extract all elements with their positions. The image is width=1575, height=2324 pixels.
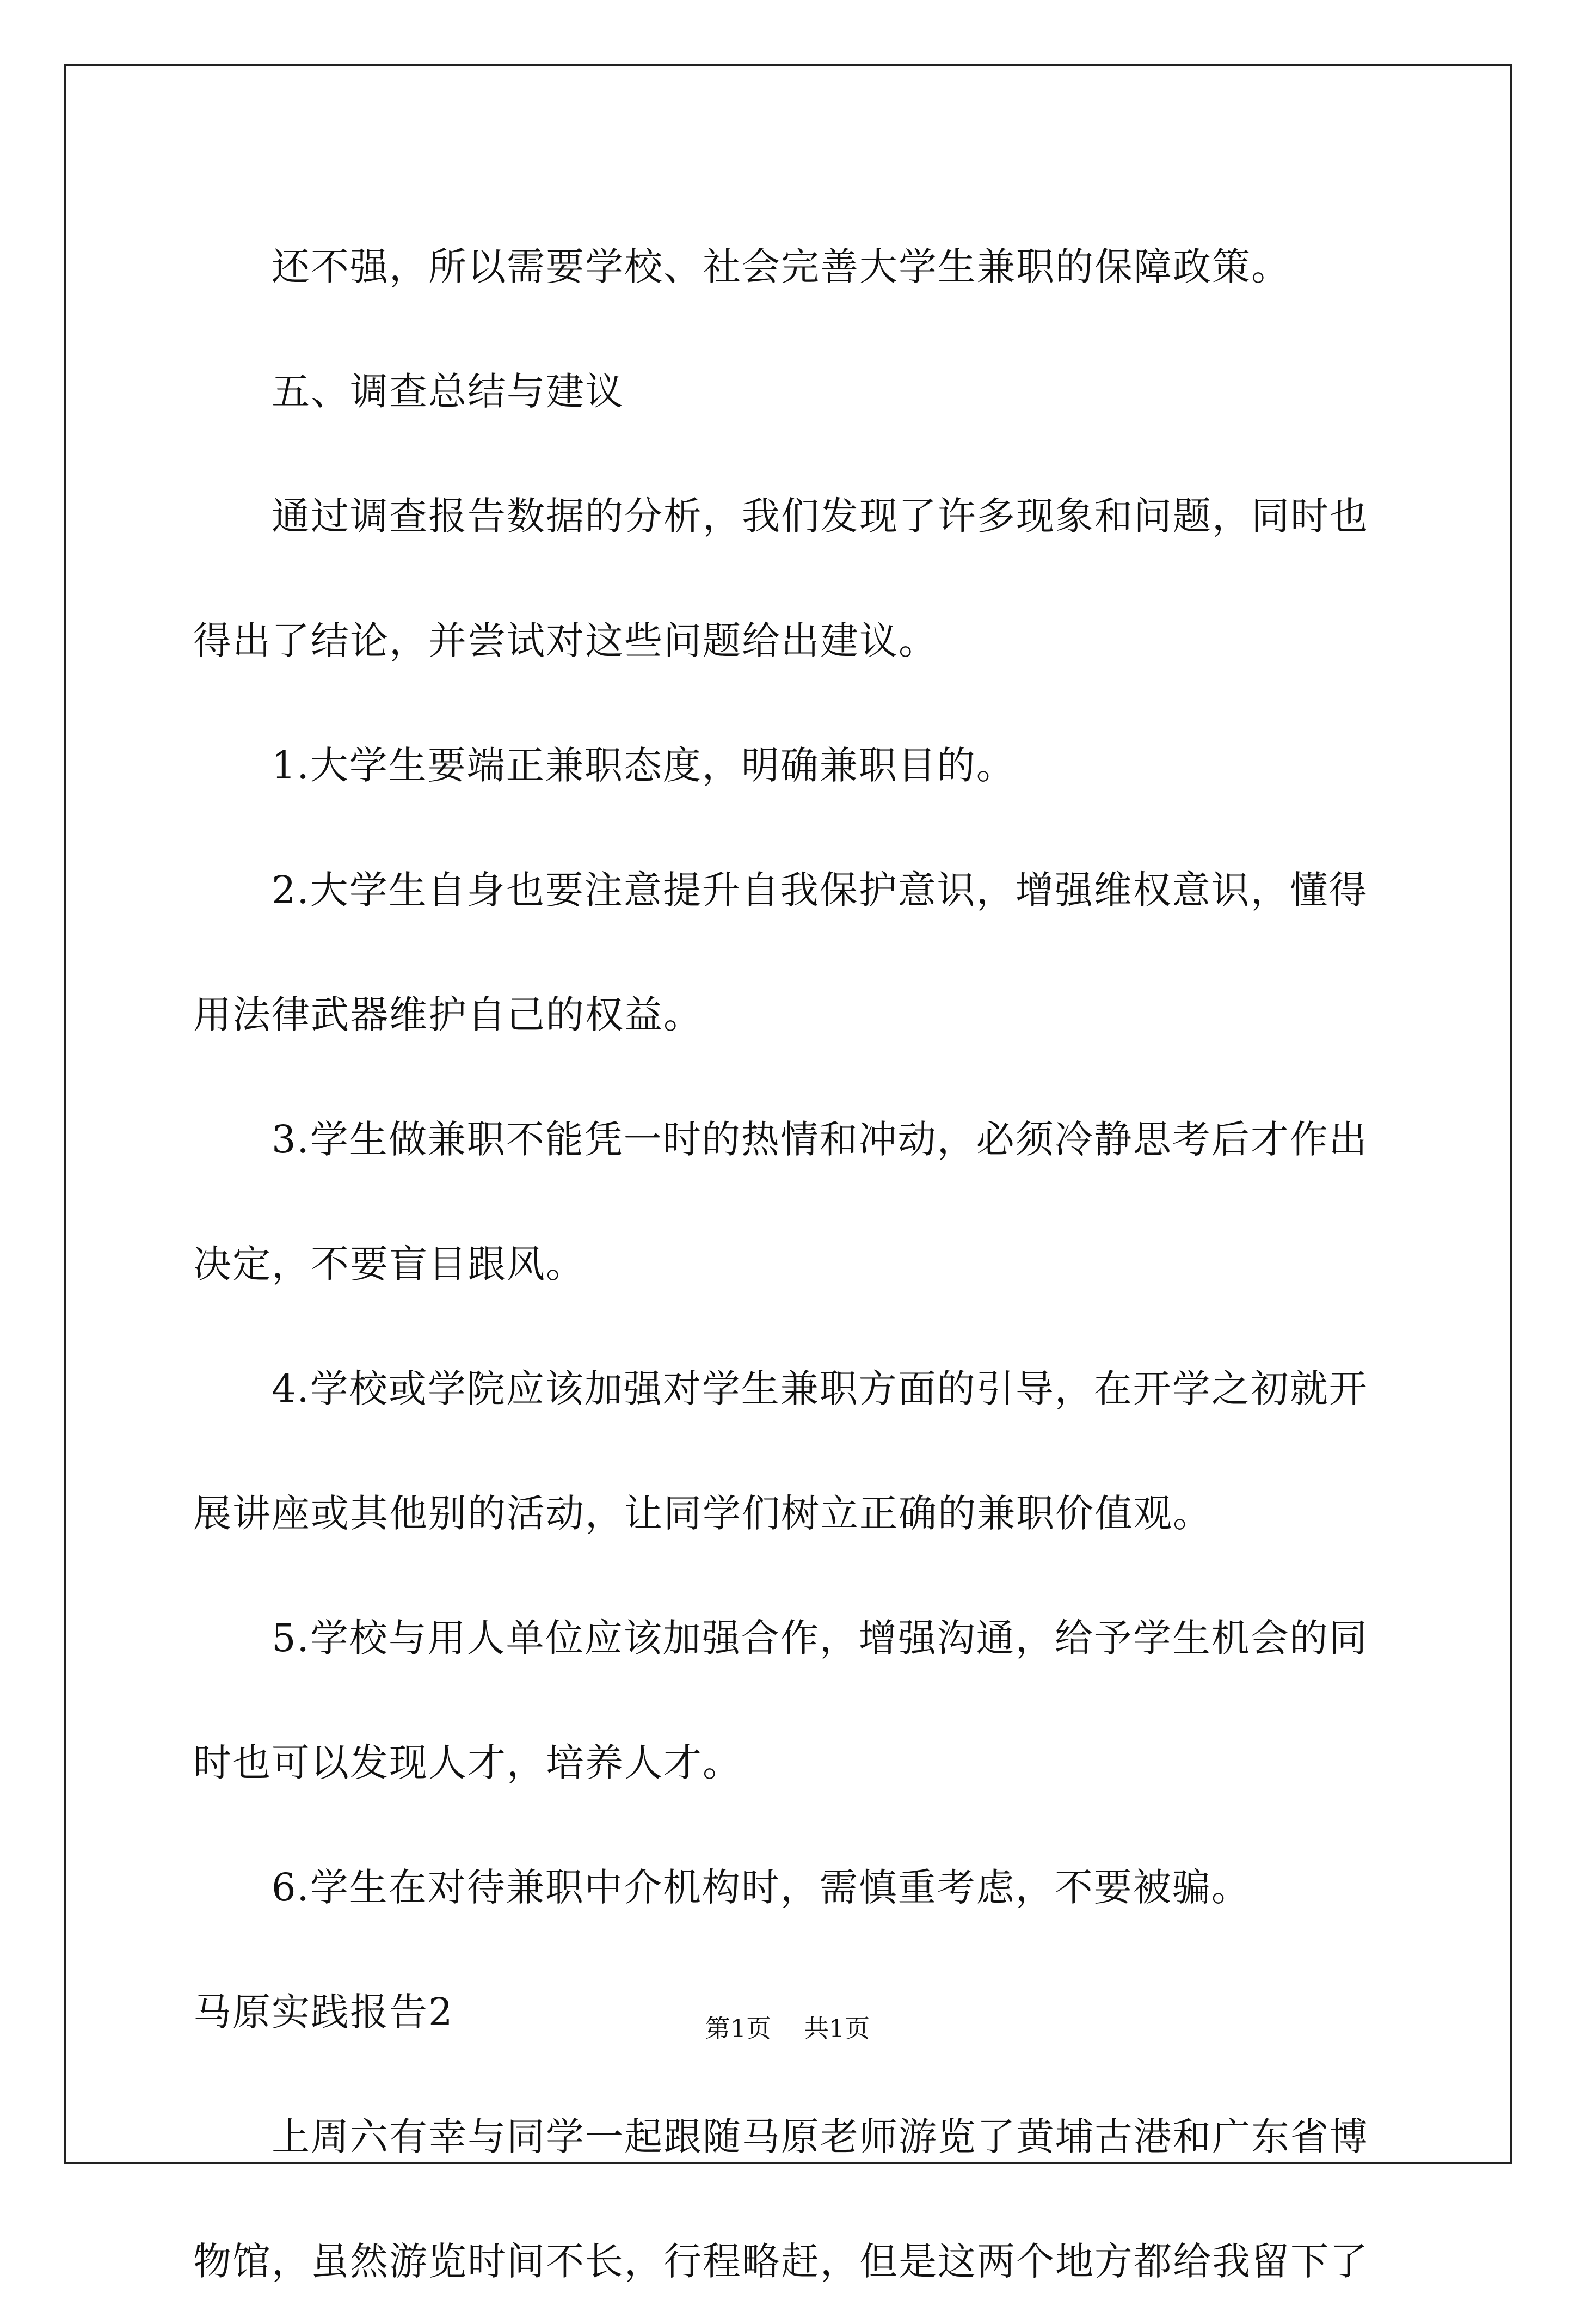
paragraph: 通过调查报告数据的分析，我们发现了许多现象和问题，同时也 [272,494,1369,538]
document-body [193,205,1391,2324]
list-item-continuation: 决定，不要盲目跟风。 [193,1242,585,1286]
page-number: 第1页 [705,2014,771,2043]
page-total: 共1页 [804,2014,870,2043]
section-heading: 五、调查总结与建议 [272,369,624,414]
page-footer [0,2012,1575,2045]
paragraph-continuation: 物馆，虽然游览时间不长，行程略赶，但是这两个地方都给我留下了 [193,2239,1369,2284]
list-item: 3.学生做兼职不能凭一时的热情和冲动，必须冷静思考后才作出 [272,1117,1368,1162]
list-item: 5.学校与用人单位应该加强合作，增强沟通，给予学生机会的同 [272,1616,1368,1660]
list-item: 4.学校或学院应该加强对学生兼职方面的引导，在开学之初就开 [272,1366,1368,1411]
list-item-continuation: 展讲座或其他别的活动，让同学们树立正确的兼职价值观。 [193,1491,1212,1536]
document-title: 马原实践报告2 [193,1990,454,2034]
list-item-continuation: 时也可以发现人才，培养人才。 [193,1740,742,1785]
paragraph: 上周六有幸与同学一起跟随马原老师游览了黄埔古港和广东省博 [272,2114,1369,2159]
paragraph-continuation: 得出了结论，并尝试对这些问题给出建议。 [193,618,938,663]
list-item: 6.学生在对待兼职中介机构时，需慎重考虑，不要被骗。 [272,1865,1251,1910]
list-item: 1.大学生要端正兼职态度，明确兼职目的。 [272,743,1016,788]
paragraph: 还不强，所以需要学校、社会完善大学生兼职的保障政策。 [272,244,1290,289]
list-item-continuation: 用法律武器维护自己的权益。 [193,992,703,1037]
list-item: 2.大学生自身也要注意提升自我保护意识，增强维权意识，懂得 [272,868,1368,912]
